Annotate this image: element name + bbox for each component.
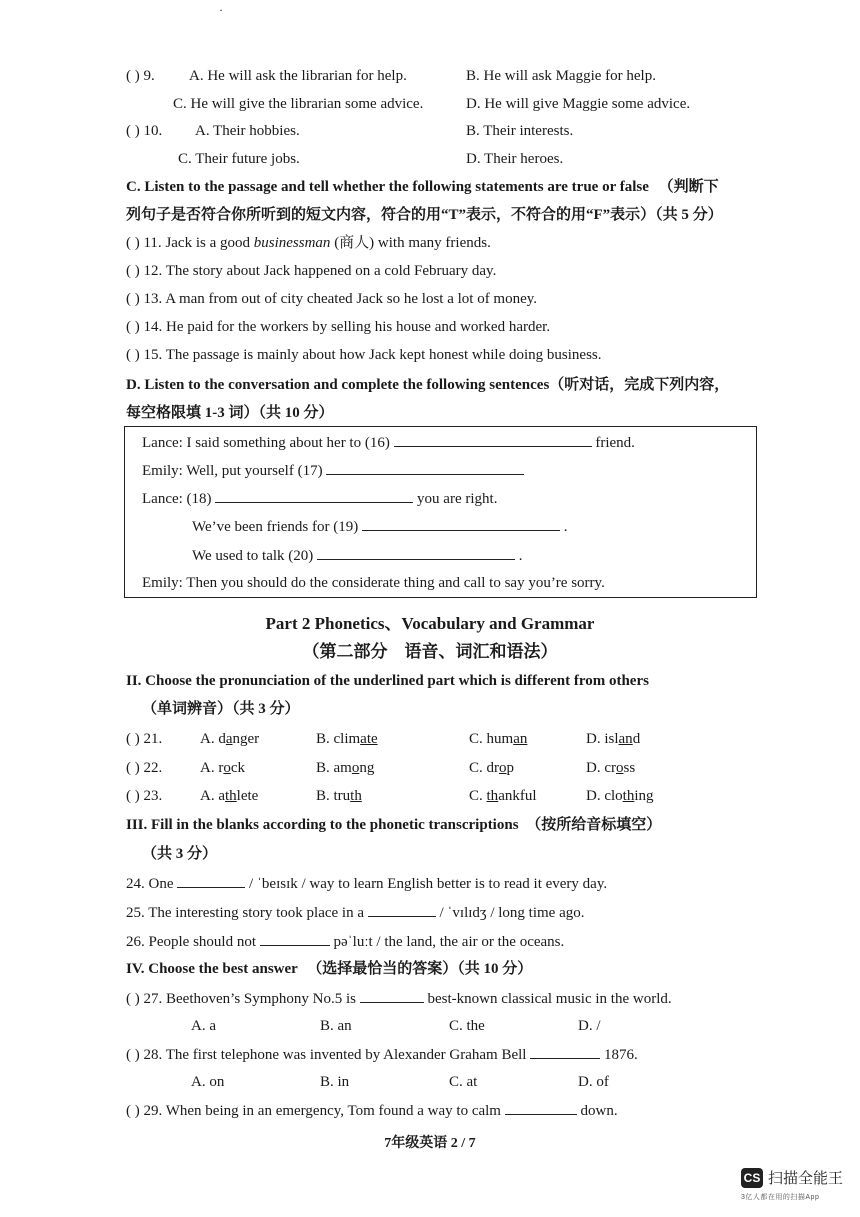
- blank-25[interactable]: [368, 902, 436, 917]
- q27-number: ( ) 27.: [126, 991, 163, 1007]
- q9-number: ( ) 9.: [126, 68, 155, 84]
- tf-number: ( ) 15.: [126, 347, 163, 363]
- dialog-text: .: [518, 548, 523, 564]
- q9-option-c: C. He will give the librarian some advice.: [173, 96, 424, 112]
- q23-option-b: B. truth: [316, 788, 362, 804]
- tf-item: [126, 261, 496, 281]
- q28-option-a: A. on: [191, 1074, 225, 1090]
- tf-item: [126, 317, 550, 337]
- q27-option-d: D. /: [578, 1018, 601, 1034]
- q10-option-b: B. Their interests.: [466, 123, 574, 139]
- q27-text: best-known classical music in the world.: [427, 991, 672, 1007]
- q21-option-b: B. climate: [316, 731, 378, 747]
- dialog-text: Lance: I said something about her to (16): [142, 435, 390, 451]
- q21-option-a: A. danger: [200, 731, 260, 747]
- q29-text: When being in an emergency, Tom found a way to calm: [165, 1103, 501, 1119]
- tf-text: He paid for the workers by selling his house and worked harder.: [166, 319, 551, 335]
- q10-option-c: C. Their future jobs.: [178, 151, 300, 167]
- dialog-text: Emily: Well, put yourself (17): [142, 463, 323, 479]
- section-d-heading: [126, 375, 729, 395]
- tf-text: (商人) with many friends.: [330, 235, 491, 251]
- part2-title: Part 2 Phonetics、Vocabulary and Grammar: [265, 614, 595, 633]
- q10-option-d: D. Their heroes.: [466, 151, 564, 167]
- q27-option-b: B. an: [320, 1018, 352, 1034]
- q25-text: 25. The interesting story took place in a: [126, 905, 368, 921]
- camscanner-tagline: 3亿人都在用的扫描App: [741, 1194, 820, 1201]
- tf-text: A man from out of city cheated Jack so he lost a lot of money.: [165, 291, 538, 307]
- dialog-text: We used to talk (20): [192, 548, 314, 564]
- q24-phonetic: / ˈbeɪsɪk /: [245, 876, 310, 892]
- camscanner-name: 扫描全能王: [768, 1170, 844, 1187]
- section-c-title: C. Listen to the passage and tell whether the following statements are true or false: [126, 179, 649, 195]
- blank-24[interactable]: [177, 873, 245, 888]
- page-footer: 7年级英语 2 / 7: [384, 1136, 476, 1151]
- q10-option-a: A. Their hobbies.: [195, 123, 300, 139]
- blank-29[interactable]: [505, 1100, 577, 1115]
- q22-option-c: C. drop: [469, 760, 514, 776]
- q24-text: 24. One: [126, 876, 178, 892]
- tf-number: ( ) 12.: [126, 263, 163, 279]
- blank-19[interactable]: [362, 516, 560, 531]
- q27-option-c: C. the: [449, 1018, 485, 1034]
- q26-text: 26. People should not: [126, 934, 260, 950]
- q21-number: ( ) 21.: [126, 731, 163, 747]
- dialog-line-17: [142, 460, 524, 481]
- tf-text: The passage is mainly about how Jack kept honest while doing business.: [165, 347, 602, 363]
- part2-subtitle: （第二部分 语音、词汇和语法）: [302, 642, 558, 661]
- tf-text: The story about Jack happened on a cold February day.: [165, 263, 497, 279]
- q28-text: The first telephone was invented by Alexander Graham Bell: [165, 1047, 527, 1063]
- section-iii-title: III. Fill in the blanks according to the phonetic transcriptions: [126, 817, 519, 833]
- dialog-line-16: [142, 432, 635, 453]
- dialog-line-19: [192, 516, 567, 537]
- q26-phonetic: pəˈluːt /: [329, 934, 385, 950]
- section-c-heading: [126, 177, 719, 197]
- blank-16[interactable]: [394, 432, 592, 447]
- section-ii-sub: （单词辨音）（共 3 分）: [142, 701, 300, 717]
- q25-phonetic: / ˈvɪlɪdʒ /: [435, 905, 499, 921]
- q27-text: Beethoven’s Symphony No.5 is: [166, 991, 356, 1007]
- tf-item: [126, 289, 537, 309]
- dialog-text: Lance: (18): [142, 491, 212, 507]
- section-d-instruction: 每空格限填 1-3 词）（共 10 分）: [126, 405, 334, 421]
- dialog-line-20: [192, 545, 523, 566]
- section-d-title: D. Listen to the conversation and complete the following sentences: [126, 377, 550, 393]
- tf-number: ( ) 11.: [126, 235, 162, 251]
- q22-option-d: D. cross: [586, 760, 636, 776]
- q21-option-c: C. human: [469, 731, 528, 747]
- q29-number: ( ) 29.: [126, 1103, 163, 1119]
- q28-option-c: C. at: [449, 1074, 478, 1090]
- section-iv-title: IV. Choose the best answer: [126, 961, 298, 977]
- q9-option-b: B. He will ask Maggie for help.: [466, 68, 656, 84]
- section-iii-title-cn: （按所给音标填空）: [526, 817, 662, 833]
- q24-text: way to learn English better is to read it every day.: [309, 876, 608, 892]
- q27-line: [126, 988, 672, 1009]
- section-c-instruction: 列句子是否符合你所听到的短文内容，符合的用“T”表示，不符合的用“F”表示）（共 5 分）: [126, 207, 723, 223]
- q23-option-c: C. thankful: [469, 788, 537, 804]
- q22-number: ( ) 22.: [126, 760, 163, 776]
- blank-26[interactable]: [260, 931, 330, 946]
- q28-option-d: D. of: [578, 1074, 609, 1090]
- tf-number: ( ) 14.: [126, 319, 163, 335]
- q28-option-b: B. in: [320, 1074, 350, 1090]
- q23-option-d: D. clothing: [586, 788, 654, 804]
- dialog-text: friend.: [595, 435, 635, 451]
- blank-17[interactable]: [326, 460, 524, 475]
- section-d-title-cn: （听对话，完成下列内容，: [549, 377, 730, 393]
- tf-italic-word: businessman: [253, 235, 331, 251]
- section-iv-heading: [126, 959, 532, 979]
- q28-line: [126, 1044, 638, 1065]
- section-c-title-cn: （判断下: [658, 179, 719, 195]
- section-iii-heading: [126, 815, 661, 835]
- tf-text: Jack is a good: [165, 235, 254, 251]
- tf-number: ( ) 13.: [126, 291, 163, 307]
- q10-number: ( ) 10.: [126, 123, 163, 139]
- blank-20[interactable]: [317, 545, 515, 560]
- q29-line: [126, 1100, 618, 1121]
- tf-item: [126, 233, 491, 253]
- q25-text: long time ago.: [498, 905, 585, 921]
- section-ii-title: II. Choose the pronunciation of the underlined part which is different from others: [126, 673, 649, 689]
- q25-line: [126, 902, 585, 923]
- section-iv-title-cn: （选择最恰当的答案）（共 10 分）: [307, 961, 533, 977]
- dialog-text: .: [563, 519, 568, 535]
- camscanner-logo-icon: CS: [741, 1168, 763, 1188]
- q23-option-a: A. athlete: [200, 788, 259, 804]
- tf-item: [126, 345, 602, 365]
- q27-option-a: A. a: [191, 1018, 216, 1034]
- q22-option-b: B. among: [316, 760, 375, 776]
- q24-line: [126, 873, 607, 894]
- top-mark: ·: [219, 3, 223, 17]
- q22-option-a: A. rock: [200, 760, 245, 776]
- q29-text: down.: [580, 1103, 618, 1119]
- q28-text: 1876.: [603, 1047, 638, 1063]
- q23-number: ( ) 23.: [126, 788, 163, 804]
- blank-27[interactable]: [360, 988, 424, 1003]
- q26-line: [126, 931, 564, 952]
- dialog-text: We’ve been friends for (19): [192, 519, 359, 535]
- dialog-text: you are right.: [417, 491, 498, 507]
- blank-18[interactable]: [215, 488, 413, 503]
- dialog-line-closing: Emily: Then you should do the considerate thing and call to say you’re sorry.: [142, 575, 605, 591]
- dialog-line-18: [142, 488, 497, 509]
- q9-option-a: A. He will ask the librarian for help.: [189, 68, 407, 84]
- q28-number: ( ) 28.: [126, 1047, 163, 1063]
- q9-option-d: D. He will give Maggie some advice.: [466, 96, 691, 112]
- q21-option-d: D. island: [586, 731, 641, 747]
- q26-text: the land, the air or the oceans.: [384, 934, 565, 950]
- blank-28[interactable]: [530, 1044, 600, 1059]
- section-iii-sub: （共 3 分）: [142, 846, 218, 862]
